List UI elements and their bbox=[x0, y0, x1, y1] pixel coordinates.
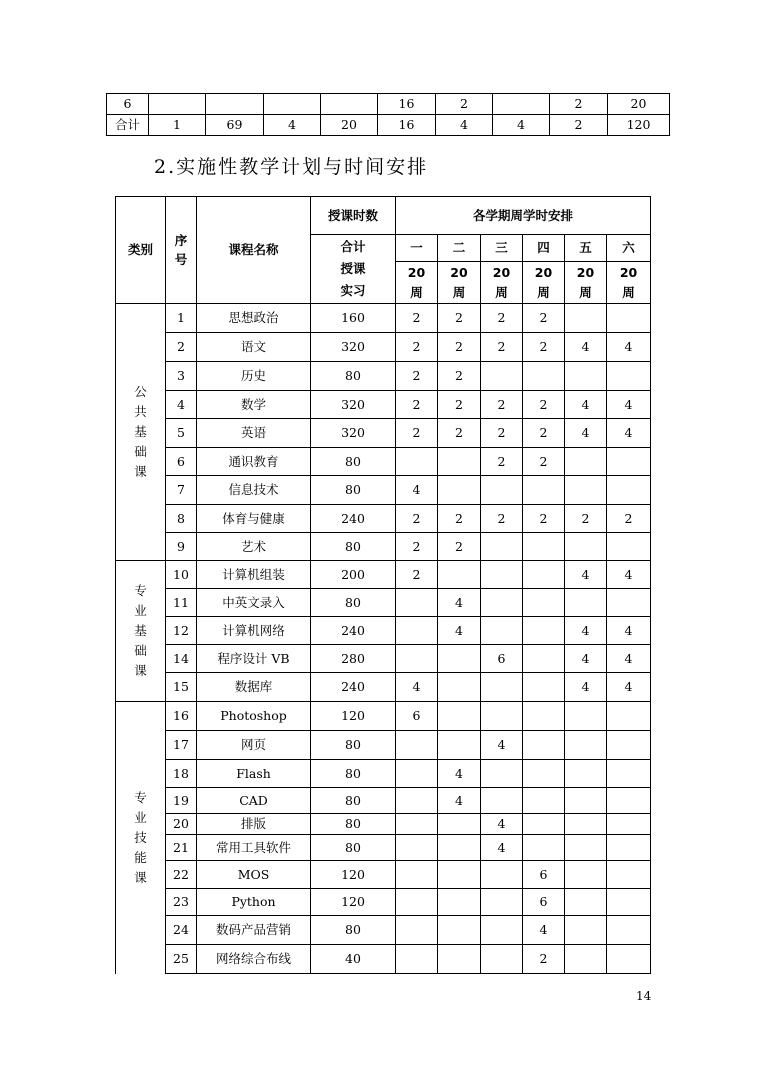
semester-hours-cell bbox=[523, 814, 565, 835]
table-row bbox=[116, 362, 651, 391]
hours-cell: 160 bbox=[311, 304, 396, 333]
table-row bbox=[116, 448, 651, 476]
semester-hours-cell bbox=[565, 533, 607, 561]
semester-hours-cell bbox=[438, 673, 481, 702]
semester-hours-cell: 2 bbox=[481, 391, 523, 419]
page-number: 14 bbox=[636, 989, 652, 1003]
semester-hours-cell bbox=[565, 760, 607, 788]
seq-cell: 11 bbox=[166, 589, 197, 617]
semester-hours-cell bbox=[481, 945, 523, 974]
hours-cell: 120 bbox=[311, 889, 396, 916]
hours-cell: 240 bbox=[311, 617, 396, 645]
table-row bbox=[116, 589, 651, 617]
semester-hours-cell: 2 bbox=[396, 333, 438, 362]
semester-hours-cell bbox=[565, 814, 607, 835]
semester-hours-cell: 4 bbox=[607, 391, 651, 419]
course-name-cell: 英语 bbox=[197, 419, 311, 448]
weeks-header: 20 周 bbox=[481, 262, 523, 304]
semester-hours-cell: 2 bbox=[396, 304, 438, 333]
semester-hours-cell bbox=[438, 814, 481, 835]
semester-hours-cell bbox=[438, 916, 481, 945]
semester-hours-cell bbox=[438, 889, 481, 916]
semester-hours-cell bbox=[438, 448, 481, 476]
semester-header: 六 bbox=[607, 235, 651, 262]
course-name-cell: 信息技术 bbox=[197, 476, 311, 505]
semester-hours-cell bbox=[396, 945, 438, 974]
hours-cell: 80 bbox=[311, 731, 396, 760]
semester-hours-cell: 4 bbox=[481, 814, 523, 835]
semester-hours-cell: 4 bbox=[607, 419, 651, 448]
course-name-cell: Photoshop bbox=[197, 702, 311, 731]
seq-cell: 2 bbox=[166, 333, 197, 362]
semester-hours-cell: 2 bbox=[396, 505, 438, 533]
semester-hours-cell: 4 bbox=[438, 589, 481, 617]
course-name-cell: 中英文录入 bbox=[197, 589, 311, 617]
semester-hours-cell bbox=[565, 731, 607, 760]
seq-cell: 6 bbox=[166, 448, 197, 476]
semester-hours-cell bbox=[523, 702, 565, 731]
table-cell bbox=[321, 94, 378, 115]
semester-hours-cell bbox=[523, 760, 565, 788]
category-cell: 公 共 基 础 课 bbox=[116, 304, 166, 561]
semester-hours-cell bbox=[438, 561, 481, 589]
semester-hours-cell: 4 bbox=[565, 673, 607, 702]
semester-hours-cell bbox=[565, 835, 607, 861]
semester-hours-cell: 4 bbox=[607, 617, 651, 645]
semester-hours-cell: 2 bbox=[523, 505, 565, 533]
semester-hours-cell: 2 bbox=[481, 419, 523, 448]
semester-hours-cell: 4 bbox=[565, 617, 607, 645]
semester-hours-cell bbox=[481, 760, 523, 788]
table-row bbox=[116, 760, 651, 788]
semester-hours-cell: 2 bbox=[523, 448, 565, 476]
semester-hours-cell bbox=[607, 448, 651, 476]
hours-cell: 240 bbox=[311, 505, 396, 533]
table-row bbox=[116, 505, 651, 533]
semester-hours-cell bbox=[396, 788, 438, 814]
semester-header: 三 bbox=[481, 235, 523, 262]
semester-hours-cell bbox=[481, 702, 523, 731]
seq-cell: 16 bbox=[166, 702, 197, 731]
semester-hours-cell: 2 bbox=[396, 362, 438, 391]
table-cell bbox=[493, 94, 550, 115]
hours-cell: 80 bbox=[311, 362, 396, 391]
semester-hours-cell bbox=[481, 673, 523, 702]
semester-hours-cell bbox=[607, 702, 651, 731]
hours-cell: 200 bbox=[311, 561, 396, 589]
semester-hours-cell: 4 bbox=[607, 673, 651, 702]
table-cell: 2 bbox=[550, 94, 608, 115]
semester-hours-cell bbox=[523, 476, 565, 505]
seq-cell: 12 bbox=[166, 617, 197, 645]
hours-cell: 80 bbox=[311, 476, 396, 505]
semester-hours-cell: 2 bbox=[481, 304, 523, 333]
hours-cell: 240 bbox=[311, 673, 396, 702]
hours-cell: 80 bbox=[311, 814, 396, 835]
hours-cell: 120 bbox=[311, 702, 396, 731]
hours-cell: 320 bbox=[311, 333, 396, 362]
table-row bbox=[116, 419, 651, 448]
course-name-cell: 历史 bbox=[197, 362, 311, 391]
table-cell: 16 bbox=[378, 115, 436, 136]
semester-hours-cell bbox=[565, 788, 607, 814]
hours-cell: 320 bbox=[311, 419, 396, 448]
semester-hours-cell: 2 bbox=[396, 391, 438, 419]
seq-cell: 8 bbox=[166, 505, 197, 533]
header-seq: 序 号 bbox=[166, 197, 197, 304]
semester-hours-cell bbox=[565, 889, 607, 916]
hours-cell: 80 bbox=[311, 788, 396, 814]
semester-hours-cell: 2 bbox=[396, 419, 438, 448]
weeks-header: 20 周 bbox=[438, 262, 481, 304]
table-row bbox=[116, 391, 651, 419]
hours-cell: 80 bbox=[311, 835, 396, 861]
table-cell: 16 bbox=[378, 94, 436, 115]
table-row bbox=[116, 945, 651, 974]
semester-hours-cell: 6 bbox=[523, 889, 565, 916]
semester-hours-cell bbox=[607, 589, 651, 617]
table-row bbox=[116, 617, 651, 645]
semester-hours-cell bbox=[438, 731, 481, 760]
semester-hours-cell bbox=[481, 561, 523, 589]
header-hours: 授课时数 bbox=[311, 197, 396, 235]
table-cell: 20 bbox=[321, 115, 378, 136]
semester-hours-cell: 2 bbox=[438, 419, 481, 448]
semester-hours-cell bbox=[396, 835, 438, 861]
semester-hours-cell: 4 bbox=[565, 645, 607, 673]
table-row bbox=[116, 835, 651, 861]
semester-hours-cell bbox=[523, 561, 565, 589]
seq-cell: 4 bbox=[166, 391, 197, 419]
semester-hours-cell bbox=[607, 731, 651, 760]
header-category: 类别 bbox=[116, 197, 166, 304]
semester-hours-cell bbox=[481, 889, 523, 916]
hours-cell: 40 bbox=[311, 945, 396, 974]
header-hours-sub: 合计 授课 实习 bbox=[311, 235, 396, 304]
semester-hours-cell: 2 bbox=[565, 505, 607, 533]
semester-hours-cell bbox=[396, 814, 438, 835]
semester-hours-cell: 2 bbox=[438, 391, 481, 419]
semester-hours-cell: 4 bbox=[481, 835, 523, 861]
table-row bbox=[116, 533, 651, 561]
table-row bbox=[116, 916, 651, 945]
category-cell: 专 业 技 能 课 bbox=[116, 702, 166, 974]
semester-hours-cell: 2 bbox=[523, 945, 565, 974]
course-name-cell: MOS bbox=[197, 861, 311, 889]
semester-hours-cell bbox=[565, 589, 607, 617]
semester-hours-cell bbox=[523, 645, 565, 673]
weeks-header: 20 周 bbox=[607, 262, 651, 304]
seq-cell: 23 bbox=[166, 889, 197, 916]
semester-hours-cell bbox=[565, 448, 607, 476]
course-name-cell: 计算机组装 bbox=[197, 561, 311, 589]
semester-hours-cell bbox=[523, 589, 565, 617]
course-name-cell: 通识教育 bbox=[197, 448, 311, 476]
hours-cell: 120 bbox=[311, 861, 396, 889]
seq-cell: 1 bbox=[166, 304, 197, 333]
semester-hours-cell bbox=[481, 788, 523, 814]
course-name-cell: 思想政治 bbox=[197, 304, 311, 333]
semester-hours-cell bbox=[481, 617, 523, 645]
semester-hours-cell: 6 bbox=[523, 861, 565, 889]
table-cell: 2 bbox=[550, 115, 608, 136]
semester-hours-cell bbox=[438, 702, 481, 731]
semester-hours-cell bbox=[523, 533, 565, 561]
semester-hours-cell bbox=[523, 731, 565, 760]
semester-hours-cell bbox=[396, 448, 438, 476]
weeks-header: 20 周 bbox=[396, 262, 438, 304]
hours-cell: 80 bbox=[311, 533, 396, 561]
semester-header: 四 bbox=[523, 235, 565, 262]
course-name-cell: 常用工具软件 bbox=[197, 835, 311, 861]
table-row bbox=[116, 476, 651, 505]
seq-cell: 9 bbox=[166, 533, 197, 561]
semester-hours-cell bbox=[565, 861, 607, 889]
table-cell: 20 bbox=[608, 94, 670, 115]
table-cell: 4 bbox=[493, 115, 550, 136]
header-course-name: 课程名称 bbox=[197, 197, 311, 304]
semester-hours-cell: 2 bbox=[523, 304, 565, 333]
table-row bbox=[116, 645, 651, 673]
table-cell bbox=[149, 94, 206, 115]
course-name-cell: 数码产品营销 bbox=[197, 916, 311, 945]
seq-cell: 17 bbox=[166, 731, 197, 760]
weeks-header: 20 周 bbox=[523, 262, 565, 304]
semester-hours-cell: 4 bbox=[565, 391, 607, 419]
semester-hours-cell bbox=[565, 362, 607, 391]
semester-hours-cell: 2 bbox=[438, 533, 481, 561]
category-cell: 专 业 基 础 课 bbox=[116, 561, 166, 702]
semester-hours-cell bbox=[396, 645, 438, 673]
semester-hours-cell: 4 bbox=[438, 617, 481, 645]
semester-hours-cell: 2 bbox=[396, 561, 438, 589]
table-row bbox=[116, 731, 651, 760]
course-name-cell: CAD bbox=[197, 788, 311, 814]
course-name-cell: 体育与健康 bbox=[197, 505, 311, 533]
table-row bbox=[116, 333, 651, 362]
seq-cell: 22 bbox=[166, 861, 197, 889]
semester-hours-cell: 2 bbox=[438, 304, 481, 333]
table-cell bbox=[264, 94, 321, 115]
semester-hours-cell bbox=[438, 835, 481, 861]
semester-hours-cell: 2 bbox=[523, 419, 565, 448]
semester-hours-cell: 6 bbox=[481, 645, 523, 673]
semester-hours-cell: 4 bbox=[523, 916, 565, 945]
table-cell: 120 bbox=[608, 115, 670, 136]
semester-hours-cell bbox=[607, 889, 651, 916]
hours-cell: 80 bbox=[311, 448, 396, 476]
semester-hours-cell: 4 bbox=[565, 419, 607, 448]
course-name-cell: 数据库 bbox=[197, 673, 311, 702]
semester-hours-cell bbox=[607, 476, 651, 505]
semester-hours-cell: 2 bbox=[523, 391, 565, 419]
semester-hours-cell bbox=[607, 945, 651, 974]
semester-header: 一 bbox=[396, 235, 438, 262]
course-name-cell: 网络综合布线 bbox=[197, 945, 311, 974]
table-cell: 4 bbox=[264, 115, 321, 136]
semester-hours-cell bbox=[607, 362, 651, 391]
semester-hours-cell bbox=[607, 861, 651, 889]
hours-cell: 80 bbox=[311, 589, 396, 617]
table-row bbox=[116, 861, 651, 889]
semester-hours-cell bbox=[438, 861, 481, 889]
weeks-header: 20 周 bbox=[565, 262, 607, 304]
seq-cell: 19 bbox=[166, 788, 197, 814]
semester-hours-cell bbox=[523, 362, 565, 391]
semester-hours-cell bbox=[438, 645, 481, 673]
semester-hours-cell bbox=[396, 889, 438, 916]
table-row bbox=[116, 788, 651, 814]
seq-cell: 24 bbox=[166, 916, 197, 945]
semester-header: 二 bbox=[438, 235, 481, 262]
course-name-cell: Flash bbox=[197, 760, 311, 788]
semester-hours-cell bbox=[523, 673, 565, 702]
course-name-cell: 数学 bbox=[197, 391, 311, 419]
course-name-cell: 网页 bbox=[197, 731, 311, 760]
table-row bbox=[116, 702, 651, 731]
previous-table-continuation bbox=[106, 93, 670, 136]
table-row bbox=[116, 304, 651, 333]
table-cell: 6 bbox=[107, 94, 149, 115]
semester-hours-cell: 2 bbox=[438, 333, 481, 362]
semester-hours-cell: 2 bbox=[523, 333, 565, 362]
semester-hours-cell: 4 bbox=[396, 673, 438, 702]
seq-cell: 7 bbox=[166, 476, 197, 505]
semester-hours-cell: 2 bbox=[481, 505, 523, 533]
semester-hours-cell: 2 bbox=[607, 505, 651, 533]
semester-hours-cell: 4 bbox=[438, 788, 481, 814]
semester-hours-cell bbox=[481, 476, 523, 505]
seq-cell: 15 bbox=[166, 673, 197, 702]
seq-cell: 10 bbox=[166, 561, 197, 589]
semester-hours-cell bbox=[396, 861, 438, 889]
semester-hours-cell bbox=[481, 589, 523, 617]
semester-hours-cell bbox=[565, 476, 607, 505]
course-name-cell: 程序设计 VB bbox=[197, 645, 311, 673]
hours-cell: 80 bbox=[311, 760, 396, 788]
semester-hours-cell bbox=[396, 589, 438, 617]
semester-hours-cell bbox=[438, 945, 481, 974]
semester-hours-cell: 4 bbox=[396, 476, 438, 505]
semester-hours-cell: 4 bbox=[565, 333, 607, 362]
table-row bbox=[107, 94, 670, 115]
semester-hours-cell: 4 bbox=[607, 645, 651, 673]
semester-hours-cell bbox=[396, 760, 438, 788]
seq-cell: 14 bbox=[166, 645, 197, 673]
course-name-cell: 计算机网络 bbox=[197, 617, 311, 645]
semester-hours-cell bbox=[607, 835, 651, 861]
semester-hours-cell bbox=[607, 916, 651, 945]
semester-hours-cell bbox=[523, 835, 565, 861]
table-row bbox=[116, 814, 651, 835]
semester-hours-cell bbox=[438, 476, 481, 505]
semester-hours-cell: 4 bbox=[607, 561, 651, 589]
semester-hours-cell bbox=[481, 533, 523, 561]
semester-hours-cell: 4 bbox=[481, 731, 523, 760]
semester-hours-cell: 2 bbox=[438, 362, 481, 391]
seq-cell: 3 bbox=[166, 362, 197, 391]
semester-hours-cell: 4 bbox=[438, 760, 481, 788]
semester-hours-cell: 4 bbox=[607, 333, 651, 362]
table-cell: 4 bbox=[436, 115, 493, 136]
semester-hours-cell: 2 bbox=[438, 505, 481, 533]
course-name-cell: 排版 bbox=[197, 814, 311, 835]
table-row bbox=[107, 115, 670, 136]
semester-hours-cell: 2 bbox=[481, 333, 523, 362]
semester-hours-cell bbox=[607, 760, 651, 788]
semester-hours-cell bbox=[607, 533, 651, 561]
course-name-cell: 语文 bbox=[197, 333, 311, 362]
table-cell: 1 bbox=[149, 115, 206, 136]
table-row bbox=[116, 889, 651, 916]
semester-hours-cell bbox=[523, 788, 565, 814]
semester-hours-cell bbox=[565, 945, 607, 974]
table-row bbox=[116, 561, 651, 589]
semester-hours-cell: 6 bbox=[396, 702, 438, 731]
section-title: 2.实施性教学计划与时间安排 bbox=[154, 156, 429, 178]
semester-hours-cell bbox=[565, 304, 607, 333]
semester-hours-cell bbox=[607, 814, 651, 835]
semester-hours-cell: 2 bbox=[481, 448, 523, 476]
hours-cell: 80 bbox=[311, 916, 396, 945]
course-name-cell: 艺术 bbox=[197, 533, 311, 561]
semester-hours-cell bbox=[607, 304, 651, 333]
semester-hours-cell bbox=[565, 702, 607, 731]
teaching-plan-table bbox=[115, 196, 651, 974]
semester-hours-cell bbox=[523, 617, 565, 645]
table-cell bbox=[206, 94, 264, 115]
seq-cell: 21 bbox=[166, 835, 197, 861]
semester-hours-cell bbox=[396, 617, 438, 645]
semester-hours-cell bbox=[565, 916, 607, 945]
semester-hours-cell: 4 bbox=[565, 561, 607, 589]
hours-cell: 320 bbox=[311, 391, 396, 419]
course-name-cell: Python bbox=[197, 889, 311, 916]
semester-hours-cell bbox=[607, 788, 651, 814]
semester-hours-cell bbox=[481, 861, 523, 889]
semester-hours-cell bbox=[481, 362, 523, 391]
semester-hours-cell: 2 bbox=[396, 533, 438, 561]
semester-hours-cell bbox=[396, 916, 438, 945]
seq-cell: 5 bbox=[166, 419, 197, 448]
semester-hours-cell bbox=[481, 916, 523, 945]
seq-cell: 18 bbox=[166, 760, 197, 788]
table-cell: 69 bbox=[206, 115, 264, 136]
semester-hours-cell bbox=[396, 731, 438, 760]
header-semesters-title: 各学期周学时安排 bbox=[396, 197, 651, 235]
table-row bbox=[116, 673, 651, 702]
seq-cell: 25 bbox=[166, 945, 197, 974]
semester-header: 五 bbox=[565, 235, 607, 262]
seq-cell: 20 bbox=[166, 814, 197, 835]
hours-cell: 280 bbox=[311, 645, 396, 673]
table-cell: 合计 bbox=[107, 115, 149, 136]
table-cell: 2 bbox=[436, 94, 493, 115]
